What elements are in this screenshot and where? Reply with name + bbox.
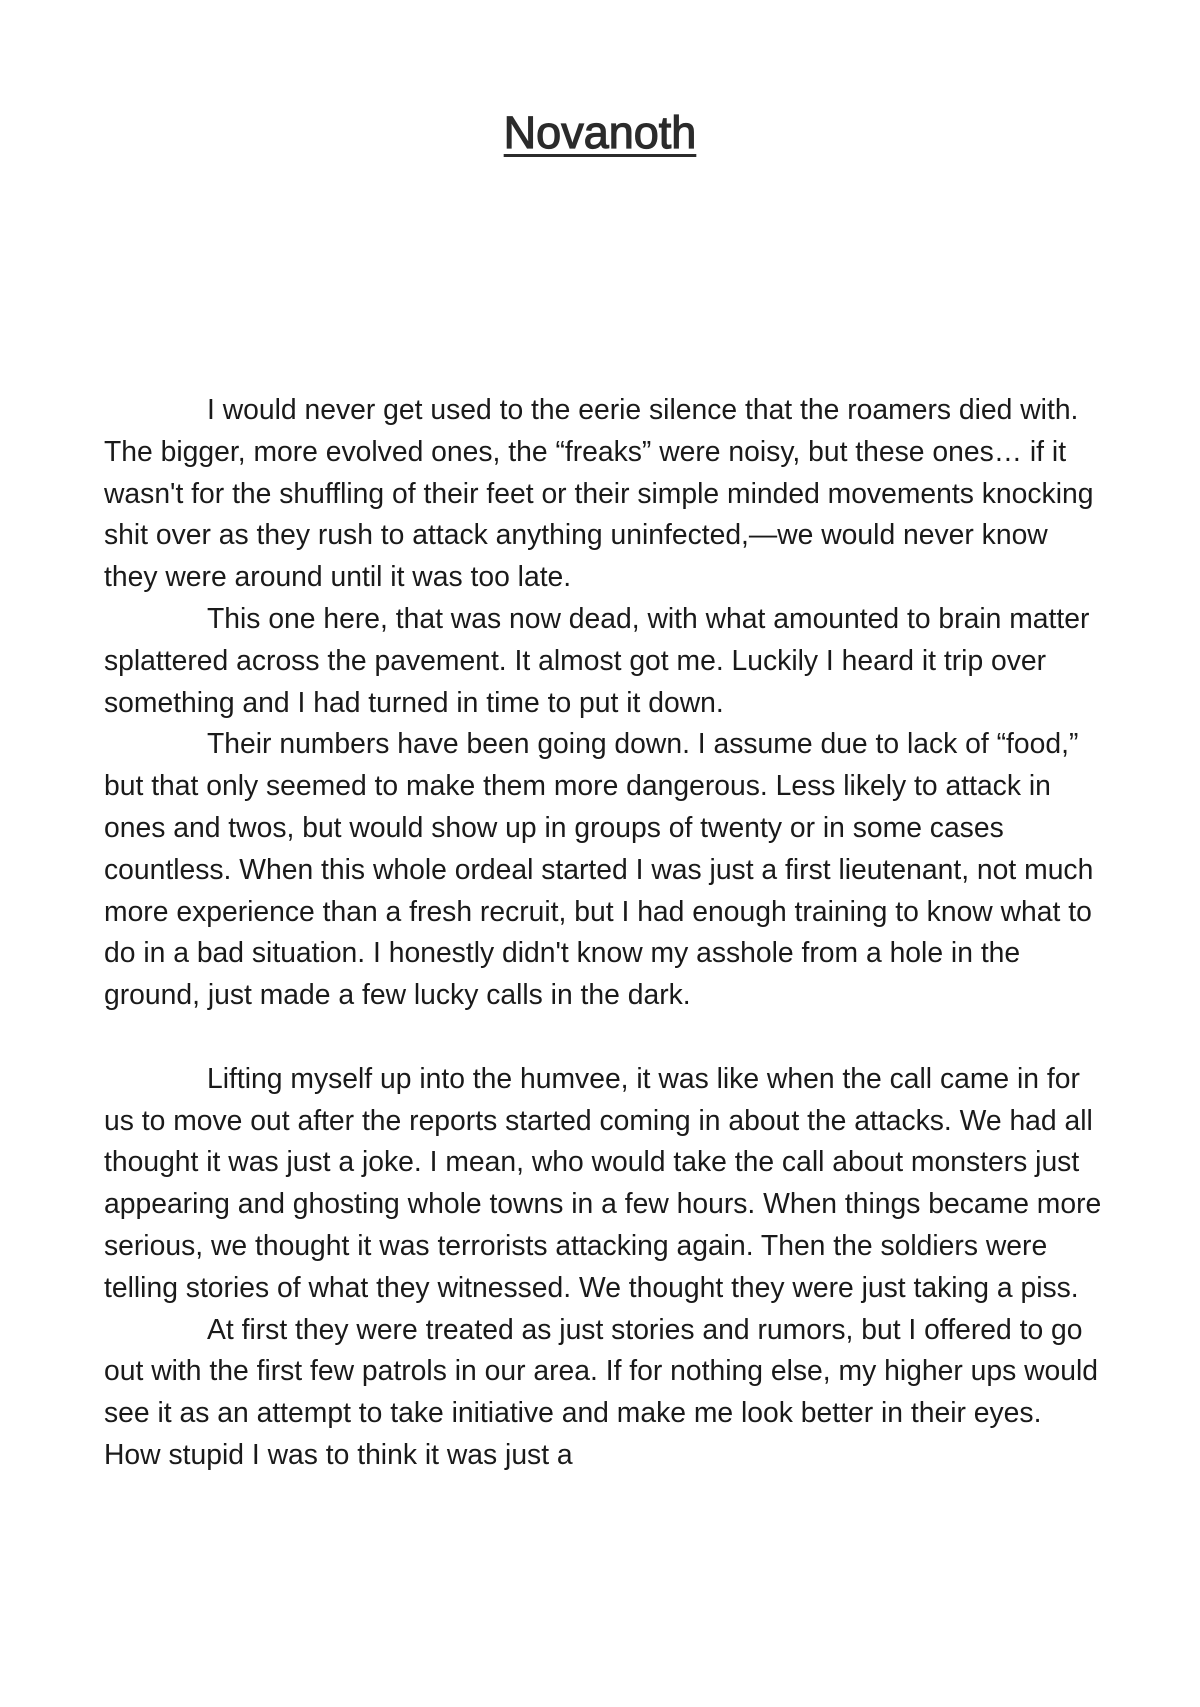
paragraph-3: Their numbers have been going down. I assume due to lack of “food,” but that only seemed to make them more dangerous. Less likely to attack in ones and twos, but would show up in groups of twenty or in some cases countless. When this whole ordeal started I was just a first lieutenant, not much more experience than a fresh recruit, but I had enough training to know what to do in a bad situation. I honestly didn't know my asshole from a hole in the ground, just made a few lucky calls in the dark. xyxy=(104,727,1094,1011)
paragraph-4: Lifting myself up into the humvee, it was like when the call came in for us to move out after the reports started coming in about the attacks. We had all thought it was just a joke. I mean, who would take the call about monsters just appearing and ghosting whole towns in a few hours. When things became more serious, we thought it was terrorists attacking again. Then the soldiers were telling stories of what they witnessed. We thought they were just taking a piss. xyxy=(104,1061,1102,1303)
document-title-text: Novanoth xyxy=(503,107,697,158)
document-body xyxy=(104,389,1102,1476)
paragraph-break xyxy=(104,1016,1102,1058)
paragraph-2: This one here, that was now dead, with what amounted to brain matter splattered across the pavement. It almost got me. Luckily I heard it trip over something and I had turned in time to put it down. xyxy=(104,601,1090,718)
paragraph-5: At first they were treated as just stories and rumors, but I offered to go out with the first few patrols in our area. If for nothing else, my higher ups would see it as an attempt to take initiative and make me look better in their eyes. How stupid I was to think it was just a xyxy=(104,1312,1099,1470)
paragraph-1: I would never get used to the eerie silence that the roamers died with. The bigger, more evolved ones, the “freaks” were noisy, but these ones… if it wasn't for the shuffling of their feet or their simple minded movements knocking shit over as they rush to attack anything uninfected,—we would never know they were around until it was too late. xyxy=(104,393,1094,593)
document-title xyxy=(0,103,1200,163)
